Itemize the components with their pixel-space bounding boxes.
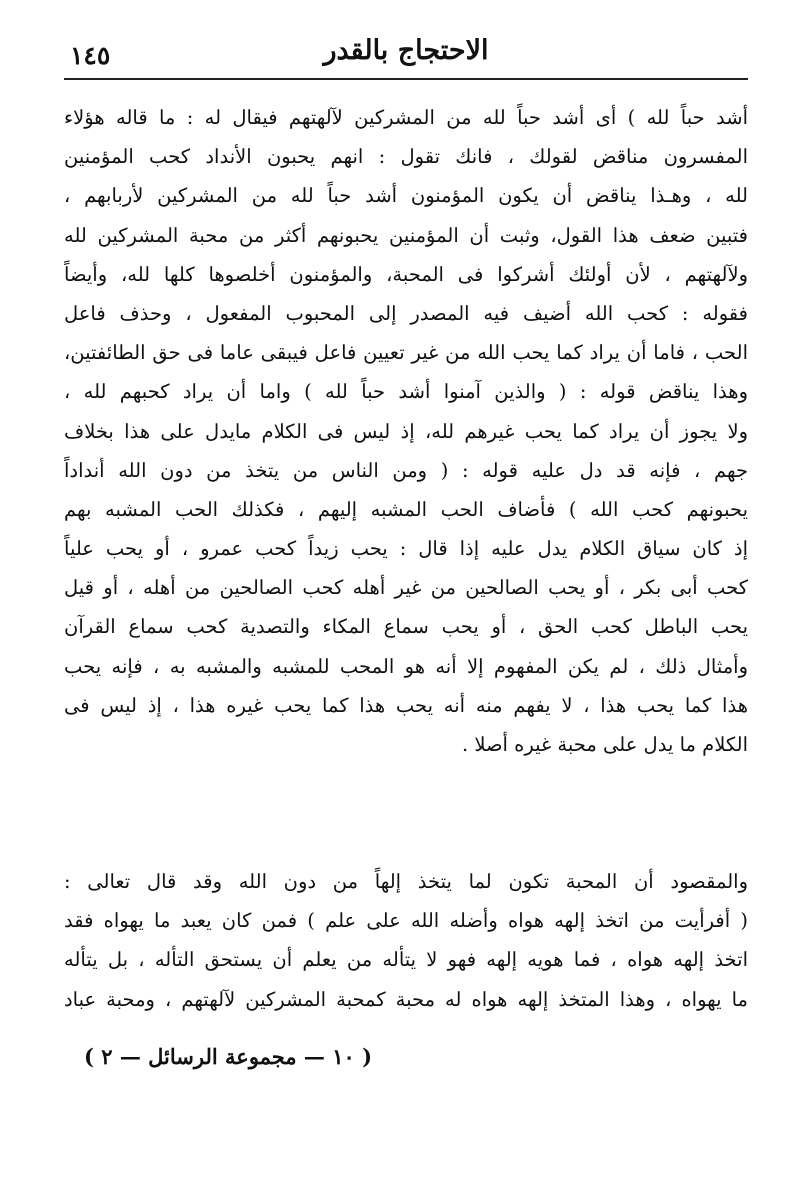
text-line: فتبين ضعف هذا القول، وثبت أن المؤمنين يحبونهم أكثر من محبة المشركين لله: [64, 223, 748, 247]
text-line: هذا كما يحب هذا ، لا يفهم منه أنه يحب هذا كما يحب غيره هذا ، إذ ليس فى: [64, 693, 748, 717]
text-line: اتخذ إلهه هواه ، فما هويه إلهه فهو لا يتأله من يعلم أن يستحق التأله ، بل يتأله: [64, 948, 748, 972]
text-line: والمقصود أن المحبة تكون لما يتخذ إلهاً من دون الله وقد قال تعالى :: [64, 870, 748, 893]
paragraph-2: [64, 862, 748, 1019]
text-line: جهم ، فإنه قد دل عليه قوله : ( ومن الناس من يتخذ من دون الله أنداداً: [64, 458, 748, 482]
text-line: ( أفرأيت من اتخذ إلهه هواه وأضله الله على علم ) فمن كان يعبد ما يهواه فقد: [64, 909, 748, 933]
text-line: وهذا يناقض قوله : ( والذين آمنوا أشد حباً لله ) واما أن يراد كحبهم لله ،: [64, 380, 748, 404]
text-line: أشد حباً لله ) أى أشد حباً لله من المشركين لآلهتهم فيقال له : ما قاله هؤلاء: [64, 106, 748, 129]
text-line: الحب ، فاما أن يراد كما يحب الله من غير تعيين فاعل فيبقى عاما فى حق الطائفتين،: [64, 341, 748, 365]
signature-mark: ( ١٠ — مجموعة الرسائل — ٢ ): [84, 1044, 373, 1069]
header-rule: [64, 78, 748, 80]
text-line: يحب الباطل كحب الحق ، أو يحب سماع المكاء والتصدية كحب سماع القرآن: [64, 615, 748, 639]
text-line: لله ، وهـذا يناقض أن يكون المؤمنون أشد حباً لله من المشركين لأربابهم ،: [64, 184, 748, 208]
text-line: فقوله : كحب الله أضيف فيه المصدر إلى المحبوب المفعول ، وحذف فاعل: [64, 301, 748, 325]
text-line: يحبونهم كحب الله ) فأضاف الحب المشبه إليهم ، فكذلك الحب المشبه بهم: [64, 497, 748, 521]
text-line: ولا يجوز أن يراد كما يحب غيرهم لله، إذ ليس فى الكلام مايدل على هذا بخلاف: [64, 419, 748, 443]
paragraph-1: [64, 98, 748, 764]
text-line: ما يهواه ، وهذا المتخذ إلهه هواه له محبة كمحبة المشركين لآلهتهم ، ومحبة عباد: [64, 987, 748, 1011]
text-line: الكلام ما يدل على محبة غيره أصلا .: [461, 733, 748, 756]
text-line: كحب أبى بكر ، أو يحب الصالحين من غير أهله كحب الصالحين من أهله ، أو قيل: [64, 576, 748, 600]
text-line: المفسرون مناقض لقولك ، فانك تقول : انهم يحبون الأنداد كحب المؤمنين: [64, 145, 748, 169]
page-header: [64, 28, 748, 76]
text-line: ولآلهتهم ، لأن أولئك أشركوا فى المحبة، والمؤمنون أخلصوها كلها لله، وأيضاً: [64, 262, 748, 286]
text-line: وأمثال ذلك ، لم يكن المفهوم إلا أنه هو المحب للمشبه والمشبه به ، فإنه يحب: [64, 654, 748, 678]
text-line: إذ كان سياق الكلام يدل عليه إذا قال : يحب زيداً كحب عمرو ، أو يحب علياً: [64, 537, 748, 561]
running-title: الاحتجاج بالقدر: [323, 35, 489, 66]
page-number: ١٤٥: [70, 41, 111, 70]
